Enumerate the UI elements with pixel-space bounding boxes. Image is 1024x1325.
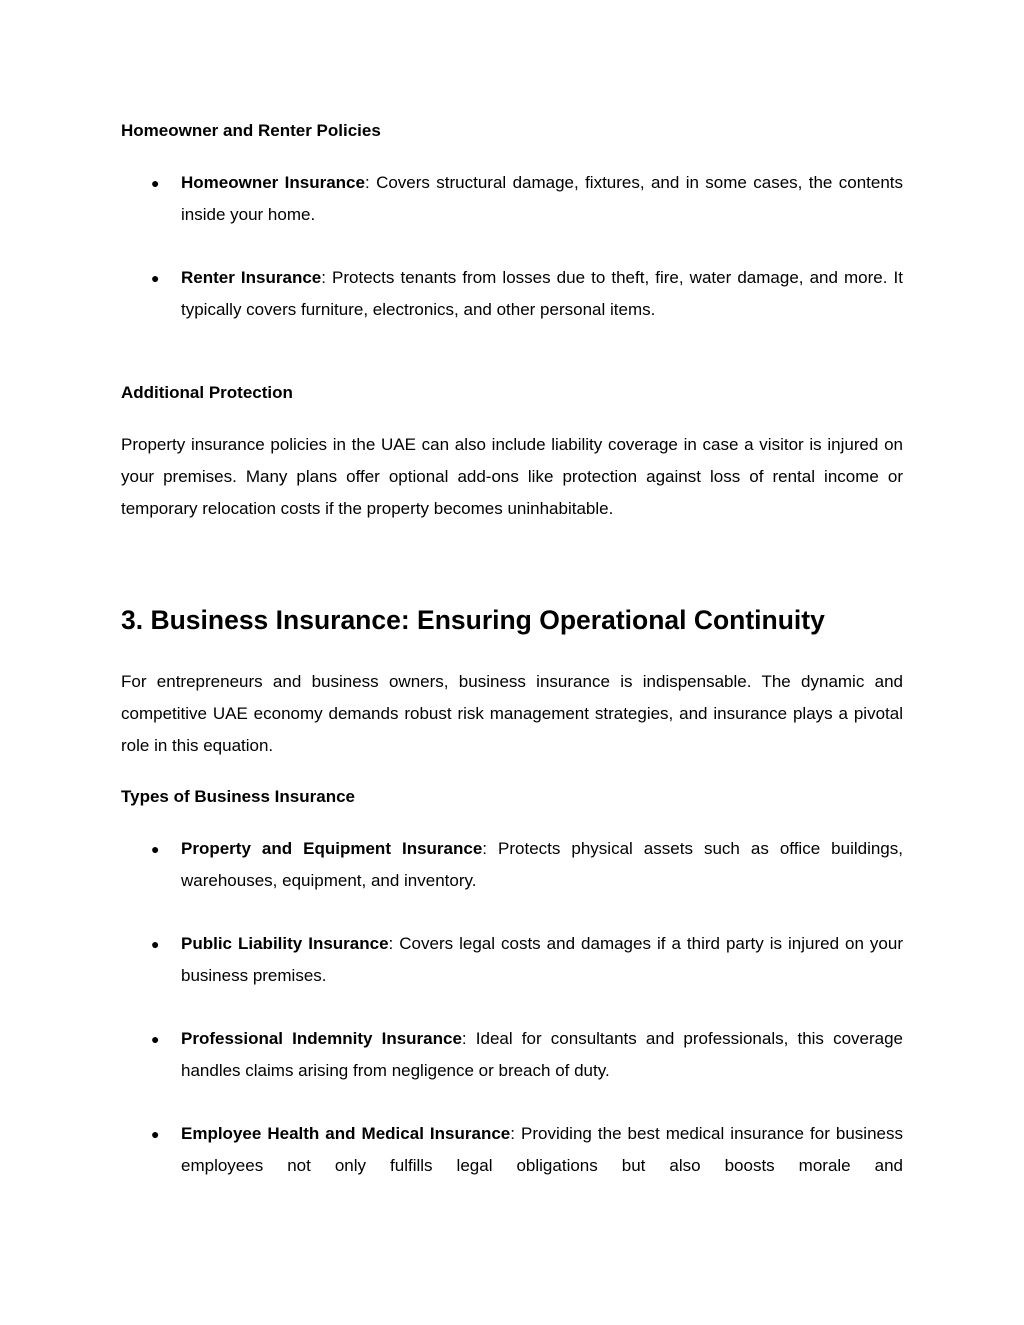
bullet-icon: ● [151,1126,160,1142]
bullet-icon: ● [151,270,160,286]
list-item-term: Public Liability Insurance [181,934,389,953]
list-item-term: Professional Indemnity Insurance [181,1029,462,1048]
list-item-term: Renter Insurance [181,268,322,287]
list-item-description: : Providing the best medical insurance for business employees not only fulfills legal obligations but also boosts morale and [181,1124,903,1175]
list-item-text [181,928,903,992]
additional-protection-paragraph: Property insurance policies in the UAE can also include liability coverage in case a visitor is injured on your premises. Many plans offer optional add-ons like protection against loss of rental income or temporary relocation costs if the property becomes uninhabitable. [121,435,903,518]
list-item-term: Homeowner Insurance [181,173,365,192]
types-of-business-insurance-heading: Types of Business Insurance [121,787,355,806]
list-item-text [181,1023,903,1087]
list-item-term: Employee Health and Medical Insurance [181,1124,511,1143]
list-item-description: : Covers structural damage, fixtures, and in some cases, the contents inside your home. [181,173,903,224]
list-item-text [181,1118,903,1182]
list-item-description: : Protects physical assets such as office buildings, warehouses, equipment, and inventory. [181,839,903,890]
list-item-text [181,833,903,897]
list-item-text [181,167,903,231]
bullet-icon: ● [151,1031,160,1047]
list-item-term: Property and Equipment Insurance [181,839,483,858]
additional-protection-heading: Additional Protection [121,383,293,402]
bullet-icon: ● [151,936,160,952]
list-item-description: : Covers legal costs and damages if a third party is injured on your business premises. [181,934,903,985]
list-item-description: : Protects tenants from losses due to theft, fire, water damage, and more. It typically covers furniture, electronics, and other personal items. [181,268,903,319]
bullet-icon: ● [151,841,160,857]
bullet-icon: ● [151,175,160,191]
business-insurance-title: 3. Business Insurance: Ensuring Operational Continuity [121,605,825,635]
homeowner-renter-heading: Homeowner and Renter Policies [121,121,381,140]
business-insurance-intro: For entrepreneurs and business owners, business insurance is indispensable. The dynamic and competitive UAE economy demands robust risk management strategies, and insurance plays a pivotal role in this equation. [121,672,903,755]
list-item-description: : Ideal for consultants and professionals, this coverage handles claims arising from negligence or breach of duty. [181,1029,903,1080]
list-item-text [181,262,903,326]
